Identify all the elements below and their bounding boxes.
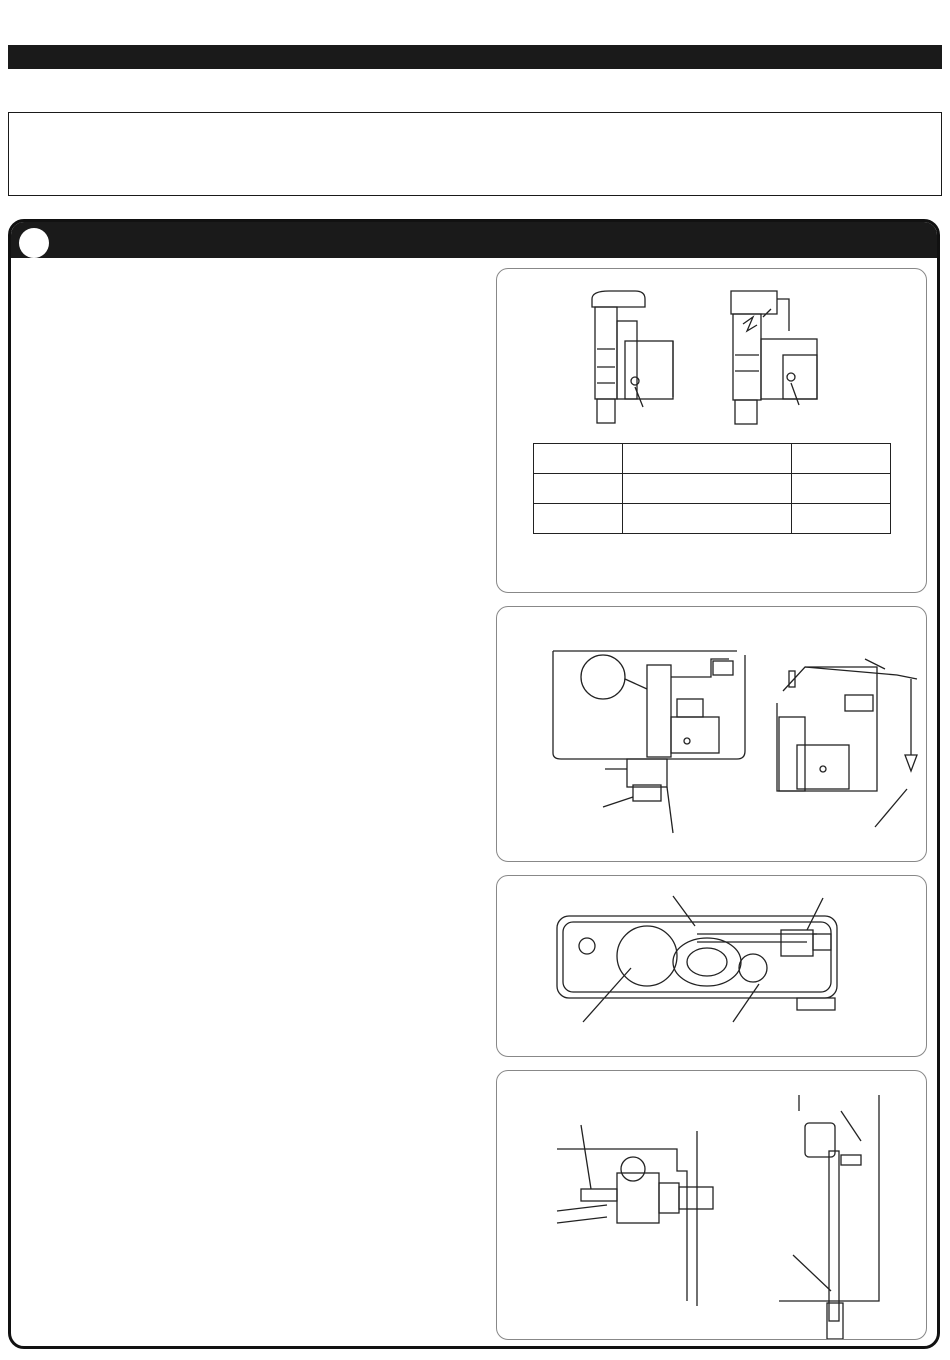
figure-cistern-top-view — [496, 875, 927, 1057]
inlet-connection-drawing — [497, 1071, 927, 1340]
step-number-badge — [19, 228, 49, 258]
cistern-cutaway-drawing — [497, 607, 927, 862]
header-bar — [8, 45, 942, 69]
table-row — [534, 504, 891, 534]
spec-table — [533, 443, 891, 534]
table-cell — [623, 474, 792, 504]
figure-inlet-connection — [496, 1070, 927, 1340]
instruction-text — [21, 272, 491, 1332]
section-header — [11, 222, 937, 258]
table-cell — [623, 504, 792, 534]
table-cell — [792, 504, 891, 534]
table-cell — [534, 444, 623, 474]
valve-side-views-drawing — [497, 269, 927, 593]
figure-cistern-cutaway — [496, 606, 927, 862]
table-row — [534, 444, 891, 474]
table-cell — [534, 504, 623, 534]
notice-box — [8, 112, 942, 196]
table-row — [534, 474, 891, 504]
table-cell — [792, 444, 891, 474]
table-cell — [792, 474, 891, 504]
figure-valve-side-views — [496, 268, 927, 593]
table-cell — [534, 474, 623, 504]
cistern-top-view-drawing — [497, 876, 927, 1057]
table-cell — [623, 444, 792, 474]
